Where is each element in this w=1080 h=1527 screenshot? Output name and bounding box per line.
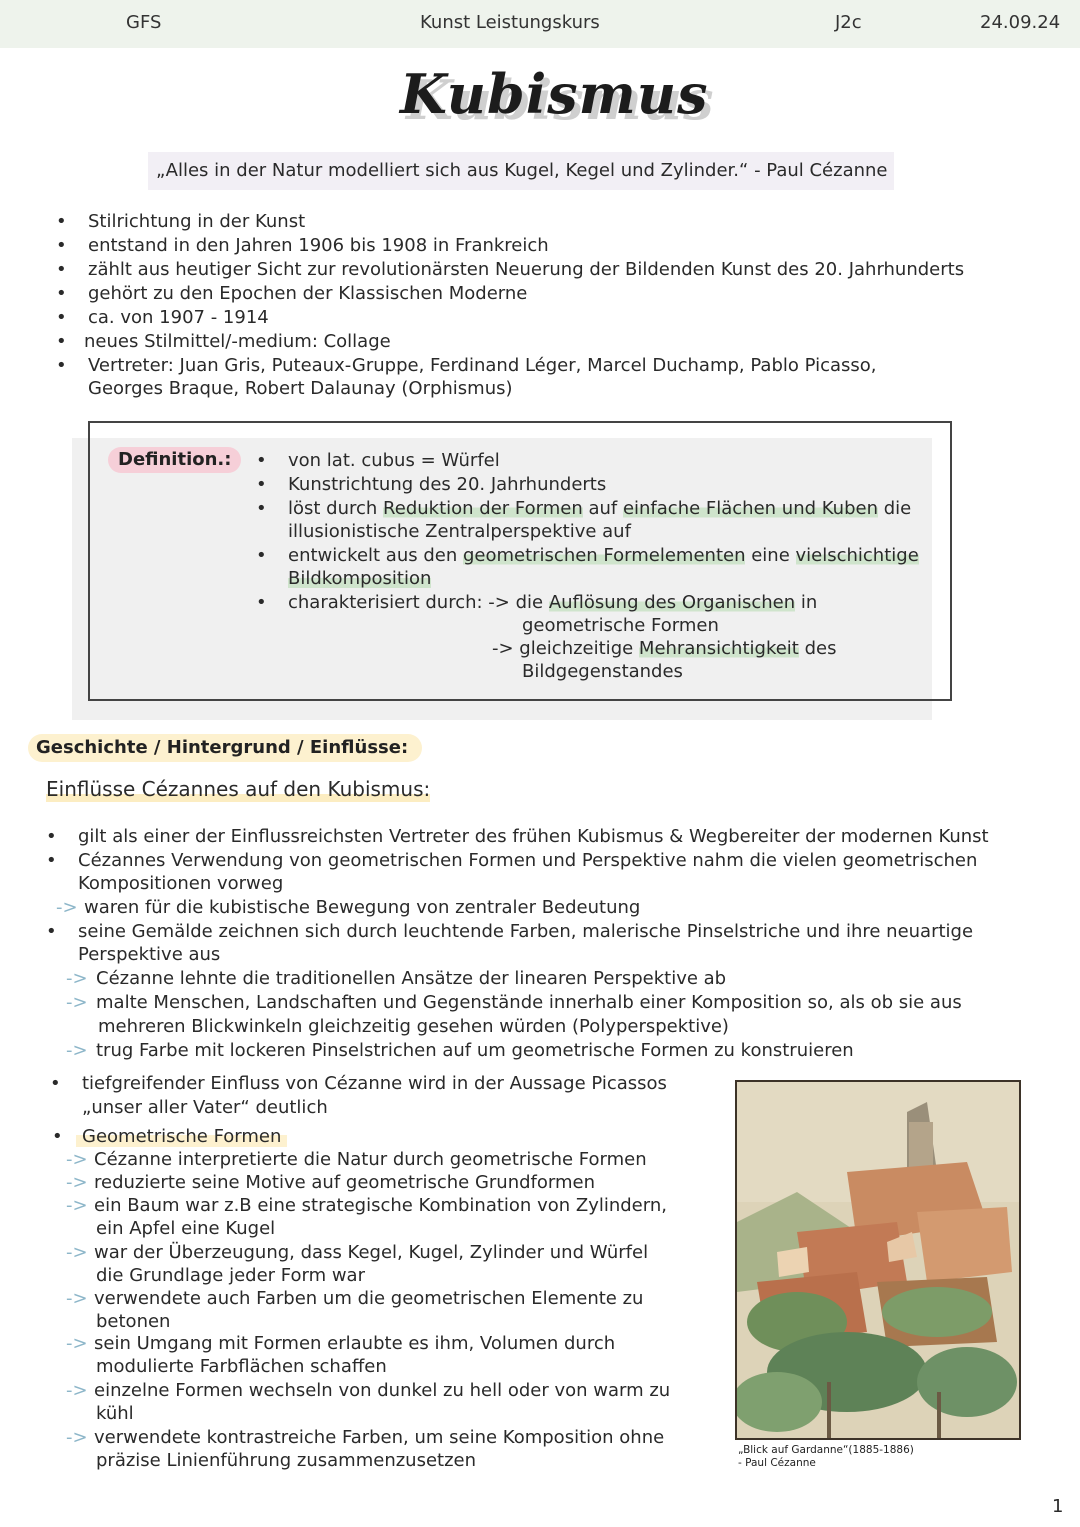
bullet: •: [46, 826, 57, 847]
bullet: •: [46, 850, 57, 871]
arrow-icon: ->: [66, 1172, 88, 1193]
influence-item-cont: „unser aller Vater“ deutlich: [82, 1097, 328, 1118]
geometric-sub: war der Überzeugung, dass Kegel, Kugel, Zylinder und Würfel: [94, 1242, 649, 1263]
geometric-sub: einzelne Formen wechseln von dunkel zu hell oder von warm zu: [94, 1380, 671, 1401]
definition-line: Bildkomposition: [288, 568, 432, 589]
arrow-icon: ->: [66, 1195, 88, 1216]
influence-item: Cézannes Verwendung von geometrischen Formen und Perspektive nahm die vielen geometrischen: [78, 850, 978, 871]
definition-line: löst durch Reduktion der Formen auf einfache Flächen und Kuben die: [288, 498, 912, 519]
geometric-sub-cont: die Grundlage jeder Form war: [96, 1265, 365, 1286]
cezanne-quote: „Alles in der Natur modelliert sich aus Kugel, Kegel und Zylinder.“ - Paul Cézanne: [148, 152, 894, 190]
bullet: •: [256, 474, 267, 495]
intro-item-cont: Georges Braque, Robert Dalaunay (Orphismus): [88, 378, 513, 399]
bullet: •: [56, 355, 67, 376]
arrow-icon: ->: [66, 1242, 88, 1263]
geometric-sub: sein Umgang mit Formen erlaubte es ihm, Volumen durch: [94, 1333, 616, 1354]
geometric-sub-cont: präzise Linienführung zusammenzusetzen: [96, 1450, 477, 1471]
caption-title: „Blick auf Gardanne“(1885-1886): [738, 1444, 914, 1456]
geometric-sub-cont: kühl: [96, 1403, 134, 1424]
influence-item-cont: Kompositionen vorweg: [78, 873, 284, 894]
geometric-sub-cont: modulierte Farbflächen schaffen: [96, 1356, 387, 1377]
geometric-sub-cont: ein Apfel eine Kugel: [96, 1218, 276, 1239]
arrow-icon: ->: [66, 1288, 88, 1309]
influence-sub: trug Farbe mit lockeren Pinselstrichen auf um geometrische Formen zu konstruieren: [96, 1040, 854, 1061]
bullet: •: [46, 921, 57, 942]
intro-item: Stilrichtung in der Kunst: [88, 211, 306, 232]
bullet: •: [56, 331, 67, 352]
history-heading: Geschichte / Hintergrund / Einflüsse:: [28, 734, 422, 762]
influence-item: seine Gemälde zeichnen sich durch leuchtende Farben, malerische Pinselstriche und ihre neuartige: [78, 921, 974, 942]
school-label: GFS: [126, 12, 162, 33]
bullet: •: [56, 211, 67, 232]
definition-line: geometrische Formen: [522, 615, 719, 636]
page-title: Kubismus: [400, 62, 709, 126]
arrow-icon: ->: [66, 1149, 88, 1170]
highlight: Auflösung des Organischen: [548, 592, 796, 613]
intro-item: zählt aus heutiger Sicht zur revolutionärsten Neuerung der Bildenden Kunst des 20. Jahrhunderts: [88, 259, 965, 280]
bullet: •: [56, 259, 67, 280]
definition-line: illusionistische Zentralperspektive auf: [288, 521, 631, 542]
geometric-sub-cont: betonen: [96, 1311, 171, 1332]
highlight: Mehransichtigkeit: [638, 638, 799, 659]
bullet: •: [256, 498, 267, 519]
influence-item-cont: Perspektive aus: [78, 944, 221, 965]
geometric-sub: ein Baum war z.B eine strategische Kombination von Zylindern,: [94, 1195, 667, 1216]
intro-item: ca. von 1907 - 1914: [88, 307, 269, 328]
highlight: vielschichtige: [795, 545, 919, 566]
bullet: •: [50, 1073, 61, 1094]
arrow-icon: ->: [66, 968, 88, 989]
painting-image: [735, 1080, 1021, 1440]
influence-sub-cont: mehreren Blickwinkeln gleichzeitig gesehen würden (Polyperspektive): [98, 1016, 729, 1037]
geometric-forms-heading: Geometrische Formen: [76, 1126, 287, 1148]
arrow-icon: ->: [66, 1333, 88, 1354]
definition-line: charakterisiert durch: -> die Auflösung des Organischen in: [288, 592, 818, 613]
arrow-icon: ->: [66, 1427, 88, 1448]
arrow-icon: ->: [66, 1040, 88, 1061]
arrow-icon: ->: [56, 897, 78, 918]
influence-sub: malte Menschen, Landschaften und Gegenstände innerhalb einer Komposition so, als ob sie aus: [96, 992, 962, 1013]
geometric-sub: verwendete kontrastreiche Farben, um seine Komposition ohne: [94, 1427, 665, 1448]
intro-item: neues Stilmittel/-medium: Collage: [84, 331, 391, 352]
highlight: geometrischen Formelementen: [462, 545, 746, 566]
painting-illustration: [737, 1082, 1019, 1438]
class-label: J2c: [835, 12, 862, 33]
geometric-sub: reduzierte seine Motive auf geometrische Grundformen: [94, 1172, 595, 1193]
arrow-icon: ->: [66, 992, 88, 1013]
definition-line: -> gleichzeitige Mehransichtigkeit des: [492, 638, 837, 659]
definition-label: Definition.:: [108, 447, 241, 473]
bullet: •: [52, 1126, 63, 1147]
influence-sub: waren für die kubistische Bewegung von zentraler Bedeutung: [84, 897, 641, 918]
arrow-icon: ->: [66, 1380, 88, 1401]
influence-sub: Cézanne lehnte die traditionellen Ansätze der linearen Perspektive ab: [96, 968, 727, 989]
geometric-sub: verwendete auch Farben um die geometrischen Elemente zu: [94, 1288, 644, 1309]
definition-line: entwickelt aus den geometrischen Formelementen eine vielschichtige: [288, 545, 919, 566]
caption-artist: - Paul Cézanne: [738, 1457, 816, 1469]
header-bar: [0, 0, 1080, 48]
date-label: 24.09.24: [980, 12, 1061, 33]
definition-line: Kunstrichtung des 20. Jahrhunderts: [288, 474, 607, 495]
influence-item: gilt als einer der Einflussreichsten Vertreter des frühen Kubismus & Wegbereiter der modernen Kunst: [78, 826, 989, 847]
bullet: •: [256, 450, 267, 471]
geometric-sub: Cézanne interpretierte die Natur durch geometrische Formen: [94, 1149, 647, 1170]
painting-caption: [738, 1444, 914, 1470]
bullet: •: [56, 307, 67, 328]
definition-line: von lat. cubus = Würfel: [288, 450, 500, 471]
bullet: •: [256, 592, 267, 613]
definition-line: Bildgegenstandes: [522, 661, 683, 682]
intro-item: Vertreter: Juan Gris, Puteaux-Gruppe, Ferdinand Léger, Marcel Duchamp, Pablo Picasso,: [88, 355, 877, 376]
course-label: Kunst Leistungskurs: [420, 12, 600, 33]
intro-item: gehört zu den Epochen der Klassischen Moderne: [88, 283, 528, 304]
influence-heading: Einflüsse Cézannes auf den Kubismus:: [46, 777, 431, 801]
influence-item: tiefgreifender Einfluss von Cézanne wird in der Aussage Picassos: [82, 1073, 667, 1094]
bullet: •: [256, 545, 267, 566]
highlight: einfache Flächen und Kuben: [622, 498, 878, 519]
bullet: •: [56, 235, 67, 256]
intro-item: entstand in den Jahren 1906 bis 1908 in Frankreich: [88, 235, 549, 256]
page-number: 1: [1052, 1496, 1064, 1517]
bullet: •: [56, 283, 67, 304]
highlight: Reduktion der Formen: [383, 498, 583, 519]
